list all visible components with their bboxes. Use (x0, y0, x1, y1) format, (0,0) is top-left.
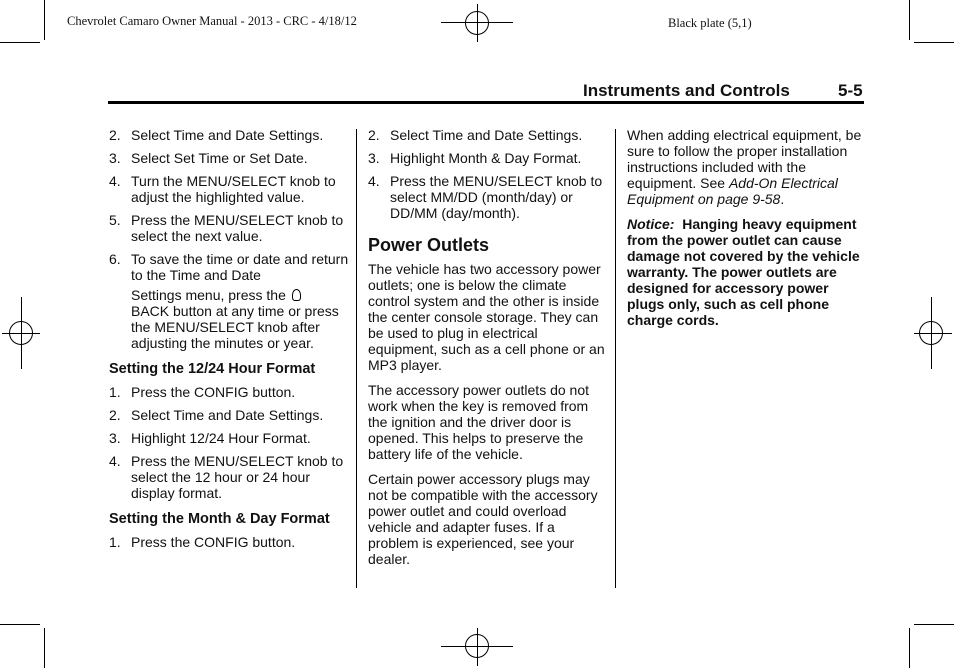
step-number: 4. (368, 173, 380, 189)
column-divider (356, 129, 357, 588)
step-number: 2. (109, 407, 121, 423)
list-item (109, 430, 349, 446)
subheading-12-24: Setting the 12/24 Hour Format (109, 361, 316, 377)
step-number: 2. (109, 127, 121, 143)
crop-mark (0, 42, 40, 43)
step-number: 5. (109, 212, 121, 228)
step-number: 6. (109, 251, 121, 267)
step-text: Highlight Month & Day Format. (390, 150, 582, 166)
section-title: Instruments and Controls (583, 81, 790, 100)
step-number: 3. (368, 150, 380, 166)
list-item (368, 127, 608, 143)
list-item (109, 150, 349, 166)
step-number: 2. (368, 127, 380, 143)
step-number: 4. (109, 173, 121, 189)
list-item (109, 534, 349, 550)
crop-mark (44, 0, 45, 40)
header-rule (108, 101, 864, 104)
paragraph: The accessory power outlets do not work when the key is removed from the ignition and the driver door is opened. This helps to preserve the battery life of the vehicle. (368, 382, 590, 462)
list-item (109, 407, 349, 423)
step-text: Select Time and Date Settings. (390, 127, 583, 143)
plate-label: Black plate (5,1) (668, 16, 752, 30)
step-text: Select Set Time or Set Date. (131, 150, 308, 166)
crop-mark (914, 42, 954, 43)
registration-circle (465, 11, 489, 35)
notice-text: Hanging heavy equipment from the power outlet can cause damage not covered by the vehicle warranty. The power outlets are designed for accessory power plugs only, such as cell phone charge cords. (627, 216, 860, 328)
list-item (109, 453, 349, 501)
step-number: 1. (109, 384, 121, 400)
crop-mark (909, 628, 910, 668)
step-text: Press the MENU/SELECT knob to select the next value. (131, 212, 344, 244)
cross-reference-link[interactable]: Add-On Electrical Equipment on page 9-58 (627, 175, 838, 207)
list-item (109, 127, 349, 143)
column-divider (615, 129, 616, 588)
paragraph-text: When adding electrical equipment, be sure to follow the proper installation instructions included with the equipment. See (627, 127, 862, 191)
crop-mark (44, 628, 45, 668)
paragraph (627, 127, 867, 207)
manual-title: Chevrolet Camaro Owner Manual - 2013 - CRC - 4/18/12 (67, 14, 357, 28)
list-item (368, 150, 608, 166)
step-text: To save the time or date and return to the Time and Date (131, 251, 349, 283)
step-text: Press the MENU/SELECT knob to select MM/DD (month/day) or DD/MM (day/month). (390, 173, 603, 221)
column-2 (368, 127, 608, 576)
page-number: 5-5 (838, 81, 863, 100)
notice-paragraph (627, 216, 867, 328)
crop-mark (909, 0, 910, 40)
list-item (368, 173, 608, 221)
paragraph: Certain power accessory plugs may not be compatible with the accessory power outlet and could overload vehicle and adapter fuses. If a problem is experienced, see your dealer. (368, 471, 598, 567)
crop-mark (914, 624, 954, 625)
step-text: Settings menu, press the (131, 287, 286, 303)
notice-label: Notice: (627, 216, 675, 232)
step-text: Highlight 12/24 Hour Format. (131, 430, 311, 446)
step-text: Press the CONFIG button. (131, 534, 296, 550)
list-item (109, 384, 349, 400)
step-number: 3. (109, 430, 121, 446)
section-heading-power-outlets: Power Outlets (368, 235, 490, 255)
step-number: 4. (109, 453, 121, 469)
registration-circle (465, 634, 489, 658)
step-text: Turn the MENU/SELECT knob to adjust the highlighted value. (131, 173, 336, 205)
list-item (109, 212, 349, 244)
step-continuation (131, 287, 349, 351)
back-button-icon (292, 289, 301, 301)
registration-circle (9, 321, 33, 345)
step-text: Select Time and Date Settings. (131, 127, 324, 143)
step-text: Press the CONFIG button. (131, 384, 296, 400)
column-1 (109, 127, 349, 557)
step-number: 1. (109, 534, 121, 550)
registration-circle (919, 321, 943, 345)
crop-mark (0, 624, 40, 625)
list-item (109, 173, 349, 205)
step-text: Press the MENU/SELECT knob to select the 12 hour or 24 hour display format. (131, 453, 344, 501)
paragraph-text: . (780, 191, 785, 207)
list-item (109, 251, 349, 283)
step-text: BACK button at any time or press the MENU/SELECT knob after adjusting the minutes or year. (131, 303, 339, 351)
step-text: Select Time and Date Settings. (131, 407, 324, 423)
column-3 (627, 127, 867, 337)
step-number: 3. (109, 150, 121, 166)
subheading-month-day: Setting the Month & Day Format (109, 511, 330, 527)
paragraph: The vehicle has two accessory power outlets; one is below the climate control system and the other is inside the center console storage. They can be used to plug in electrical equipment, such as a cell phone or an MP3 player. (368, 261, 605, 373)
